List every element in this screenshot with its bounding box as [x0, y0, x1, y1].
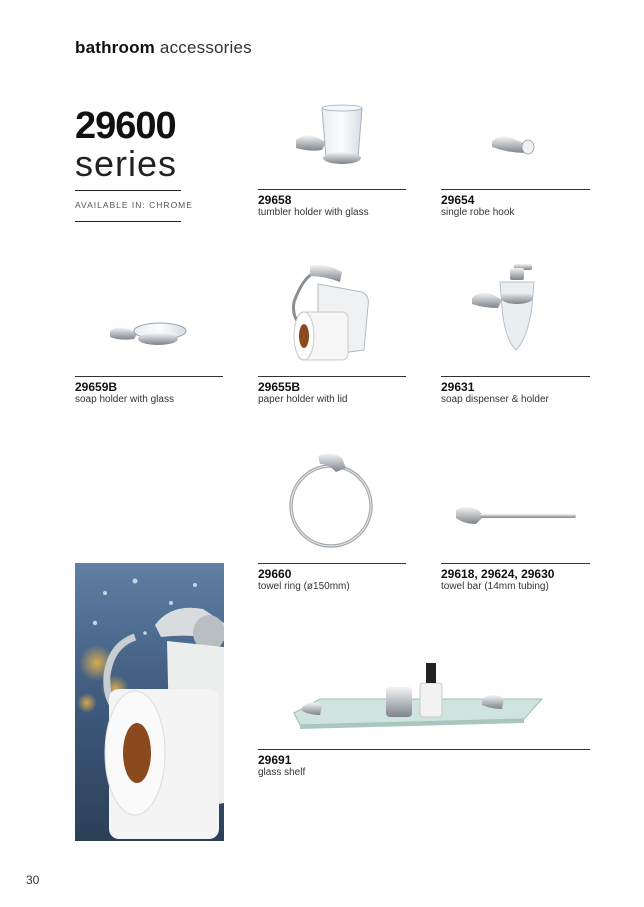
- towel-ring-icon: [286, 448, 380, 552]
- soap-dispenser-icon: [470, 262, 540, 366]
- product-description: soap dispenser & holder: [441, 394, 549, 405]
- product-caption-29660: [258, 563, 406, 593]
- product-code: 29659B: [75, 380, 118, 394]
- product-description: tumbler holder with glass: [258, 207, 369, 218]
- product-code: 29691: [258, 753, 292, 767]
- series-number: 29600: [75, 105, 176, 147]
- product-caption-29618: [441, 563, 590, 593]
- towel-bar-icon: [452, 500, 580, 530]
- product-description: single robe hook: [441, 207, 515, 218]
- product-caption-29659b: [75, 376, 223, 406]
- page-number: 30: [26, 873, 40, 887]
- caption-rule: [258, 189, 406, 190]
- product-code: 29658: [258, 193, 292, 207]
- paper-holder-icon: [284, 262, 376, 366]
- availability-text: AVAILABLE IN: CHROME: [75, 200, 193, 210]
- header-light: accessories: [159, 38, 252, 57]
- product-code: 29655B: [258, 380, 301, 394]
- product-code: 29654: [441, 193, 475, 207]
- product-description: glass shelf: [258, 767, 306, 778]
- caption-rule: [258, 376, 406, 377]
- product-description: towel bar (14mm tubing): [441, 581, 549, 592]
- product-caption-29654: [441, 189, 590, 219]
- caption-rule: [258, 749, 590, 750]
- robe-hook-icon: [490, 125, 538, 157]
- series-rule-bottom: [75, 221, 181, 222]
- product-code: 29618, 29624, 29630: [441, 567, 555, 581]
- caption-rule: [441, 376, 590, 377]
- caption-rule: [75, 376, 223, 377]
- product-code: 29660: [258, 567, 292, 581]
- product-caption-29655b: [258, 376, 406, 406]
- product-code: 29631: [441, 380, 475, 394]
- paper-holder-photo: [75, 563, 224, 841]
- tumbler-holder-icon: [292, 100, 372, 180]
- caption-rule: [441, 189, 590, 190]
- product-caption-29691: [258, 749, 590, 779]
- section-header: [75, 38, 252, 58]
- product-caption-29658: [258, 189, 406, 219]
- product-description: paper holder with lid: [258, 394, 348, 405]
- soap-holder-icon: [108, 315, 190, 351]
- glass-shelf-icon: [290, 655, 546, 737]
- series-rule-top: [75, 190, 181, 191]
- caption-rule: [258, 563, 406, 564]
- series-word: series: [75, 143, 178, 184]
- product-caption-29631: [441, 376, 590, 406]
- product-description: soap holder with glass: [75, 394, 174, 405]
- product-description: towel ring (ø150mm): [258, 581, 350, 592]
- header-bold: bathroom: [75, 38, 155, 57]
- caption-rule: [441, 563, 590, 564]
